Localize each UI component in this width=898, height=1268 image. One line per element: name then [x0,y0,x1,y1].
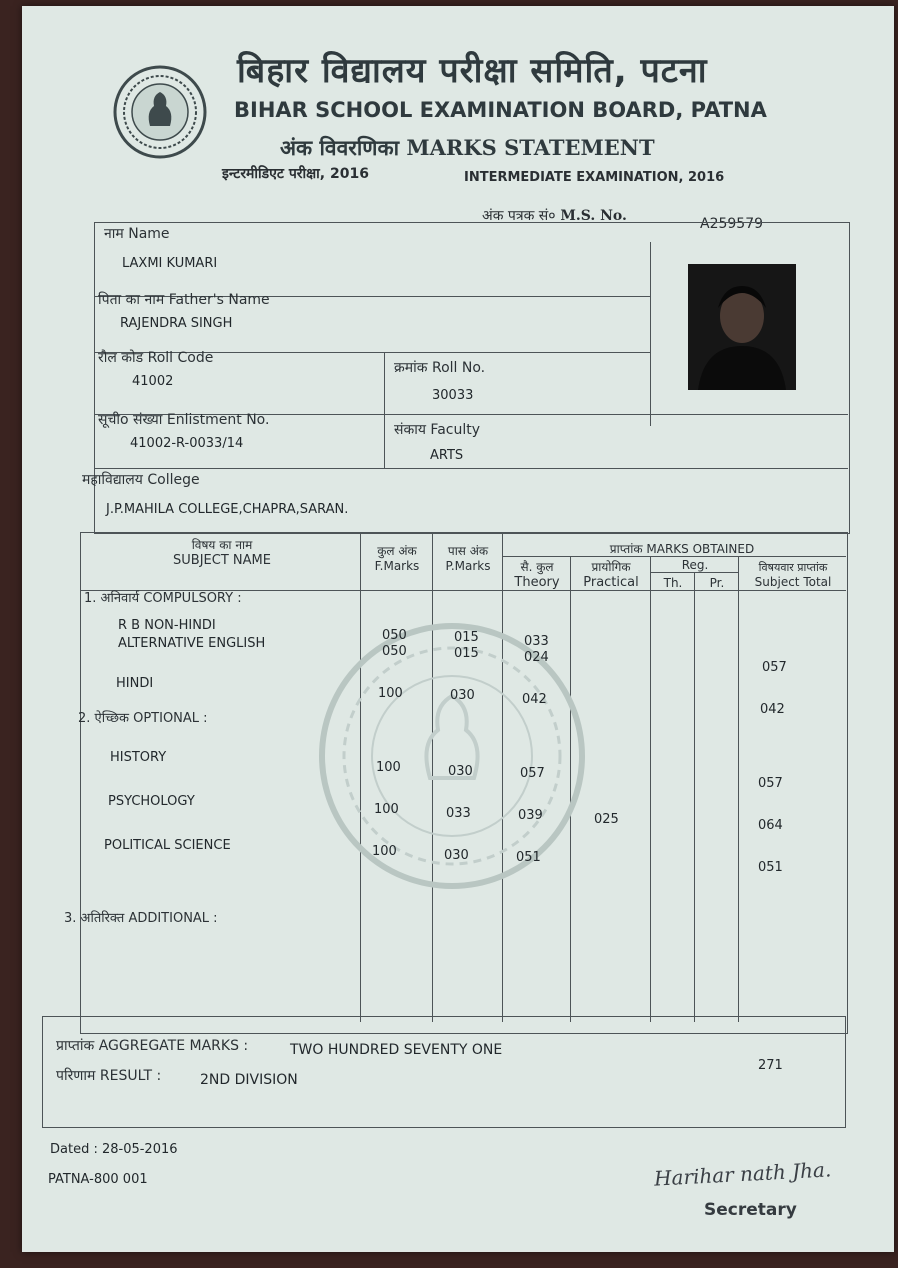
college-label-english: College [147,472,200,488]
theory-header-hindi: सै. कुल [520,560,554,574]
total-cell: 042 [760,702,785,717]
faculty-label-hindi: संकाय [394,422,426,438]
board-emblem-icon [112,64,208,160]
fmarks-cell: 100 [378,686,403,701]
roll-no-label [394,358,485,377]
roll-divider [384,352,385,468]
reg-rule [650,572,738,573]
enlistment-label-english: Enlistment No. [166,412,270,428]
enlistment-label [98,410,269,429]
section-optional: 2. ऐच्छिक OPTIONAL : [78,711,208,726]
total-cell: 064 [758,818,783,833]
practical-header-english: Practical [583,575,639,590]
fmarks-header-hindi: कुल अंक [377,544,417,558]
fmarks-header-english: F.Marks [374,559,420,573]
practical-cell: 025 [594,812,619,827]
total-header [740,560,846,589]
father-name: RAJENDRA SINGH [120,316,233,331]
pmarks-cell: 015 [454,630,479,645]
fmarks-cell: 050 [382,644,407,659]
col-pr-left [694,572,695,1022]
faculty: ARTS [430,448,464,463]
total-header-hindi: विषयवार प्राप्तांक [758,561,828,574]
aggregate-words: TWO HUNDRED SEVENTY ONE [290,1042,503,1058]
practical-header-hindi: प्रायोगिक [591,560,631,574]
pmarks-cell: 030 [444,848,469,863]
theory-header-english: Theory [514,575,560,590]
subject-name: POLITICAL SCIENCE [104,838,231,853]
roll-no-label-english: Roll No. [431,360,486,376]
theory-cell: 024 [524,650,549,665]
total-header-english: Subject Total [754,575,832,589]
student-name: LAXMI KUMARI [122,256,218,271]
aggregate-marks: 271 [758,1058,783,1073]
pmarks-cell: 030 [448,764,473,779]
pmarks-cell: 030 [450,688,475,703]
photo-divider [650,242,651,426]
section-compulsory: 1. अनिवार्य COMPULSORY : [84,591,242,606]
secretary-title: Secretary [704,1200,797,1220]
obtained-header: प्राप्तांक MARKS OBTAINED [609,542,755,556]
place: PATNA-800 001 [48,1172,148,1187]
secretary-signature: Harihar nath Jha. [653,1157,832,1191]
theory-cell: 039 [518,808,543,823]
reg-header: Reg. [681,558,709,572]
theory-header [504,558,570,590]
result: 2ND DIVISION [200,1072,298,1088]
fmarks-cell: 100 [376,760,401,775]
college-label-hindi: महाविद्यालय [82,472,143,488]
pmarks-cell: 033 [446,806,471,821]
pmarks-header-hindi: पास अंक [447,544,489,558]
exam-title-english: INTERMEDIATE EXAMINATION, 2016 [464,170,725,185]
subject-name: HINDI [116,676,154,691]
roll-code-label [98,348,213,367]
theory-cell: 057 [520,766,545,781]
pmarks-header [433,542,503,573]
pmarks-header-english: P.Marks [445,559,491,573]
subject-header-english: SUBJECT NAME [173,553,271,568]
fmarks-cell: 100 [374,802,399,817]
name-label [104,224,170,243]
subject-name: HISTORY [110,750,167,765]
roll-no-label-hindi: क्रमांक [394,360,428,376]
faculty-label-english: Faculty [430,422,481,438]
fmarks-cell: 100 [372,844,397,859]
ms-no-value: A259579 [700,216,764,232]
pr-header: Pr. [709,576,725,590]
col-total-left [738,556,739,1022]
college-label [82,470,200,489]
subject-header-hindi: विषय का नाम [191,538,253,552]
result-label: परिणाम RESULT : [56,1068,162,1084]
father-label-english: Father's Name [168,292,270,308]
student-photo [688,264,796,390]
roll-no: 30033 [432,388,474,403]
th-header: Th. [663,576,683,590]
section-additional: 3. अतिरिक्त ADDITIONAL : [64,911,218,926]
statement-title-hindi: अंक विवरणिका [280,136,400,160]
theory-cell: 033 [524,634,549,649]
subject-name: PSYCHOLOGY [108,794,195,809]
father-label [98,290,270,309]
subject-name: ALTERNATIVE ENGLISH [118,636,266,651]
roll-code: 41002 [132,374,174,389]
name-label-english: Name [128,226,170,242]
fmarks-cell: 050 [382,628,407,643]
pmarks-cell: 015 [454,646,479,661]
college: J.P.MAHILA COLLEGE,CHAPRA,SARAN. [106,502,349,517]
statement-title-english: MARKS STATEMENT [406,135,655,160]
father-label-hindi: पिता का नाम [98,292,165,308]
theory-cell: 051 [516,850,541,865]
subject-name: R B NON-HINDI [118,618,216,633]
theory-cell: 042 [522,692,547,707]
dated: Dated : 28-05-2016 [50,1142,178,1157]
name-label-hindi: नाम [104,226,124,242]
ms-no-label-hindi: अंक पत्रक सं० [482,208,556,224]
statement-title [280,134,655,162]
total-cell: 051 [758,860,783,875]
aggregate-box [42,1016,846,1128]
board-name-english: BIHAR SCHOOL EXAMINATION BOARD, PATNA [234,98,767,122]
col-th-left [650,556,651,1022]
roll-code-label-english: Roll Code [147,350,214,366]
total-cell: 057 [758,776,783,791]
subject-header [122,536,322,568]
rule-enlist [94,468,848,469]
total-cell: 057 [762,660,787,675]
ms-no-label-english: M.S. No. [560,208,627,224]
enlistment-label-hindi: सूचीo संख्या [98,412,163,428]
exam-title-hindi: इन्टरमीडिएट परीक्षा, 2016 [222,166,369,182]
board-name-hindi: बिहार विद्यालय परीक्षा समिति, पटना [237,51,708,91]
practical-header [571,558,651,590]
enlistment-no: 41002-R-0033/14 [130,436,244,451]
marks-statement-sheet [22,6,894,1252]
roll-code-label-hindi: रौल कोड [98,350,144,366]
aggregate-label: प्राप्तांक AGGREGATE MARKS : [56,1038,249,1054]
fmarks-header [362,542,432,573]
faculty-label [394,420,480,439]
